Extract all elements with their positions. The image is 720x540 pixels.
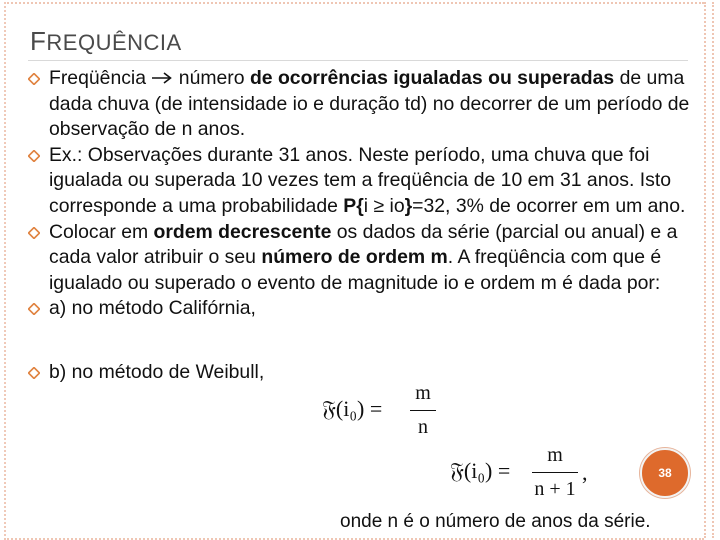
- bullet-list: [28, 66, 698, 386]
- bullet-emphasis: }: [404, 194, 413, 217]
- slide-title: [30, 26, 182, 57]
- bullet-text: i ≥ io: [363, 194, 405, 217]
- formula-trailing-comma: ,: [582, 460, 588, 485]
- bullet-emphasis: de ocorrências igualadas ou superadas: [249, 67, 615, 89]
- formula-numerator: m: [415, 382, 431, 404]
- bullet-text: de uma dada chuva (de intensidade io e duração td) no decorrer de um período de observação de n anos.: [49, 67, 690, 141]
- hollow-diamond-bullet-icon: [28, 73, 40, 85]
- bullet-text: número: [173, 67, 250, 89]
- bullet-text: a) no método Califórnia,: [49, 297, 256, 320]
- bullet-emphasis: P{: [343, 194, 364, 217]
- slide-frame-left: [4, 2, 6, 538]
- formula-denominator: n: [418, 416, 428, 438]
- right-arrow-icon: [151, 71, 173, 85]
- bullet-text: . A freqüência com que é igualado ou superado o evento de magnitude io e ordem m é dada por:: [49, 246, 662, 294]
- hollow-diamond-bullet-icon: [28, 227, 40, 239]
- formula-california: [322, 380, 442, 440]
- bullet-emphasis: número de ordem m: [261, 246, 448, 269]
- bullet-text: b) no método de Weibull,: [49, 360, 265, 383]
- fraction-bar: [410, 410, 436, 411]
- bullet-text: =32, 3% de ocorrer em um ano.: [412, 194, 686, 217]
- title-underline: [28, 60, 688, 61]
- formula-lhs: 𝔉(i₀) =: [450, 458, 511, 483]
- bullet-california: [28, 296, 698, 322]
- slide-frame-right: [704, 2, 714, 538]
- bullet-emphasis: ordem decrescente: [153, 220, 332, 243]
- formula-lhs: 𝔉(i₀) =: [322, 396, 383, 421]
- slide-title-initial: F: [30, 26, 47, 56]
- bullet-text: Freqüência: [49, 67, 152, 89]
- bullet-text: Ex.: Observações durante 31 anos. Neste período, uma chuva que foi igualada ou superada 10 vezes tem a freqüência de 10 em 31 anos. Isto corresponde a uma probabilidade: [49, 143, 671, 217]
- bullet-frequency-definition: [28, 66, 698, 143]
- slide-title-rest: REQUÊNCIA: [46, 30, 182, 55]
- bullet-ordering: [28, 220, 698, 297]
- hollow-diamond-bullet-icon: [28, 367, 40, 379]
- bullet-example: [28, 143, 698, 220]
- footnote: onde n é o número de anos da série.: [340, 511, 651, 532]
- formula-denominator: n + 1: [534, 478, 576, 500]
- fraction-bar: [532, 472, 578, 473]
- bullet-text: Colocar em: [49, 220, 154, 243]
- hollow-diamond-bullet-icon: [28, 303, 40, 315]
- formula-weibull: [450, 442, 600, 502]
- hollow-diamond-bullet-icon: [28, 150, 40, 162]
- formula-numerator: m: [547, 444, 563, 466]
- page-number-badge: 38: [640, 448, 690, 498]
- slide-frame-top: [4, 2, 704, 4]
- bullet-text: os dados da série (parcial ou anual) e a cada valor atribuir o seu: [49, 220, 678, 269]
